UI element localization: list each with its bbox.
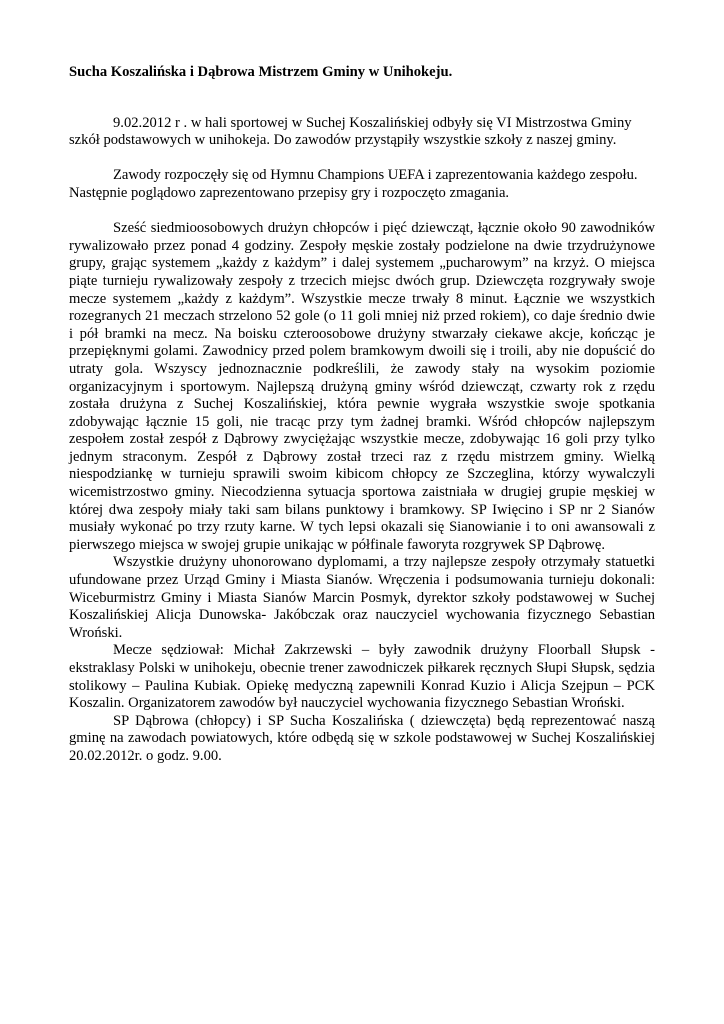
paragraph-tournament: Sześć siedmioosobowych drużyn chłopców i pięć dziewcząt, łącznie około 90 zawodników rywalizowało przez ponad 4 godziny. Zespoły męskie zostały podzielone na dwie trzydrużynowe grupy, grając systemem „każdy z każdym” i dalej systemem „pucharowym” na krzyż. O miejsca piąte turnieju rywalizowały zespoły z trzecich miejsc dwóch grup. Dziewczęta rozgrywały swoje mecze systemem „każdy z każdym”. Wszystkie mecze trwały 8 minut. Łącznie we wszystkich rozegranych 21 meczach strzelono 52 gole (o 11 goli mniej niż przed rokiem), co daje średnio dwie i pół bramki na mecz. Na boisku czteroosobowe drużyny stwarzały ciekawe akcje, kończąc je przepięknymi golami. Zawodnicy przed polem bramkowym dwoili się i troili, aby nie dopuścić do utraty gola. Wszyscy jednoznacznie podkreślili, że zawody stały na wysokim poziomie organizacyjnym i sportowym. Najlepszą drużyną gminy wśród dziewcząt, czwarty rok z rzędu została drużyna z Suchej Koszalińskiej, która pewnie wygrała wszystkie swoje spotkania zdobywając łącznie 15 goli, nie tracąc przy tym żadnej bramki. Wśród chłopców najlepszym zespołem został zespół z Dąbrowy zwyciężając wszystkie mecze, zdobywając 16 goli przy tylko jednym straconym. Zespół z Dąbrowy został trzeci raz z rzędu mistrzem gminy. Wielką niespodziankę w turnieju sprawili swoim kibicom chłopcy ze Szczeglina, którzy wywalczyli wicemistrzostwo gminy. Niecodzienna sytuacja sportowa zaistniała w drugiej grupie męskiej w której dwa zespoły miały taki sam bilans punktowy i bramkowy. SP Iwięcino i SP nr 2 Sianów musiały wykonać po trzy rzuty karne. W tych lepsi okazali się Sianowianie i to oni awansowali z pierwszego miejsca w swojej grupie unikając w półfinale faworyta rozgrywek SP Dąbrowę. xyxy=(69,220,655,553)
article-title: Sucha Koszalińska i Dąbrowa Mistrzem Gminy w Unihokeju. xyxy=(69,64,453,80)
paragraph-awards: Wszystkie drużyny uhonorowano dyplomami, a trzy najlepsze zespoły otrzymały statuetki ufundowane przez Urząd Gminy i Miasta Sianów. Wręczenia i podsumowania turnieju dokonali: Wiceburmistrz Gminy i Miasta Sianów Marcin Posmyk, dyrektor szkoły podstawowej w Suchej Koszalińskiej Alicja Dunowska- Jakóbczak oraz nauczyciel wychowania fizycznego Sebastian Wroński. xyxy=(69,554,655,641)
paragraph-next-stage: SP Dąbrowa (chłopcy) i SP Sucha Koszalińska ( dziewczęta) będą reprezentować naszą gminę na zawodach powiatowych, które odbędą się w szkole podstawowej w Suchej Koszalińskiej 20.02.2012r. o godz. 9.00. xyxy=(69,712,655,764)
paragraph-opening: Zawody rozpoczęły się od Hymnu Champions UEFA i zaprezentowania każdego zespołu. Następnie poglądowo zaprezentowano przepisy gry i rozpoczęto zmagania. xyxy=(69,167,638,201)
paragraph-intro: 9.02.2012 r . w hali sportowej w Suchej Koszalińskiej odbyły się VI Mistrzostwa Gminy szkół podstawowych w unihokeja. Do zawodów przystąpiły wszystkie szkoły z naszej gminy. xyxy=(69,114,632,149)
spacer xyxy=(69,203,655,221)
spacer xyxy=(69,150,655,168)
document-page xyxy=(69,64,655,766)
spacer xyxy=(69,82,655,115)
paragraph-referees: Mecze sędziował: Michał Zakrzewski – były zawodnik drużyny Floorball Słupsk - ekstraklasy Polski w unihokeju, obecnie trener zawodniczek piłkarek ręcznych Słupi Słupsk, sędzia stolikowy – Paulina Kubiak. Opiekę medyczną zapewnili Konrad Kuzio i Alicja Szejpun – PCK Koszalin. Organizatorem zawodów był nauczyciel wychowania fizycznego Sebastian Wroński. xyxy=(69,642,655,712)
